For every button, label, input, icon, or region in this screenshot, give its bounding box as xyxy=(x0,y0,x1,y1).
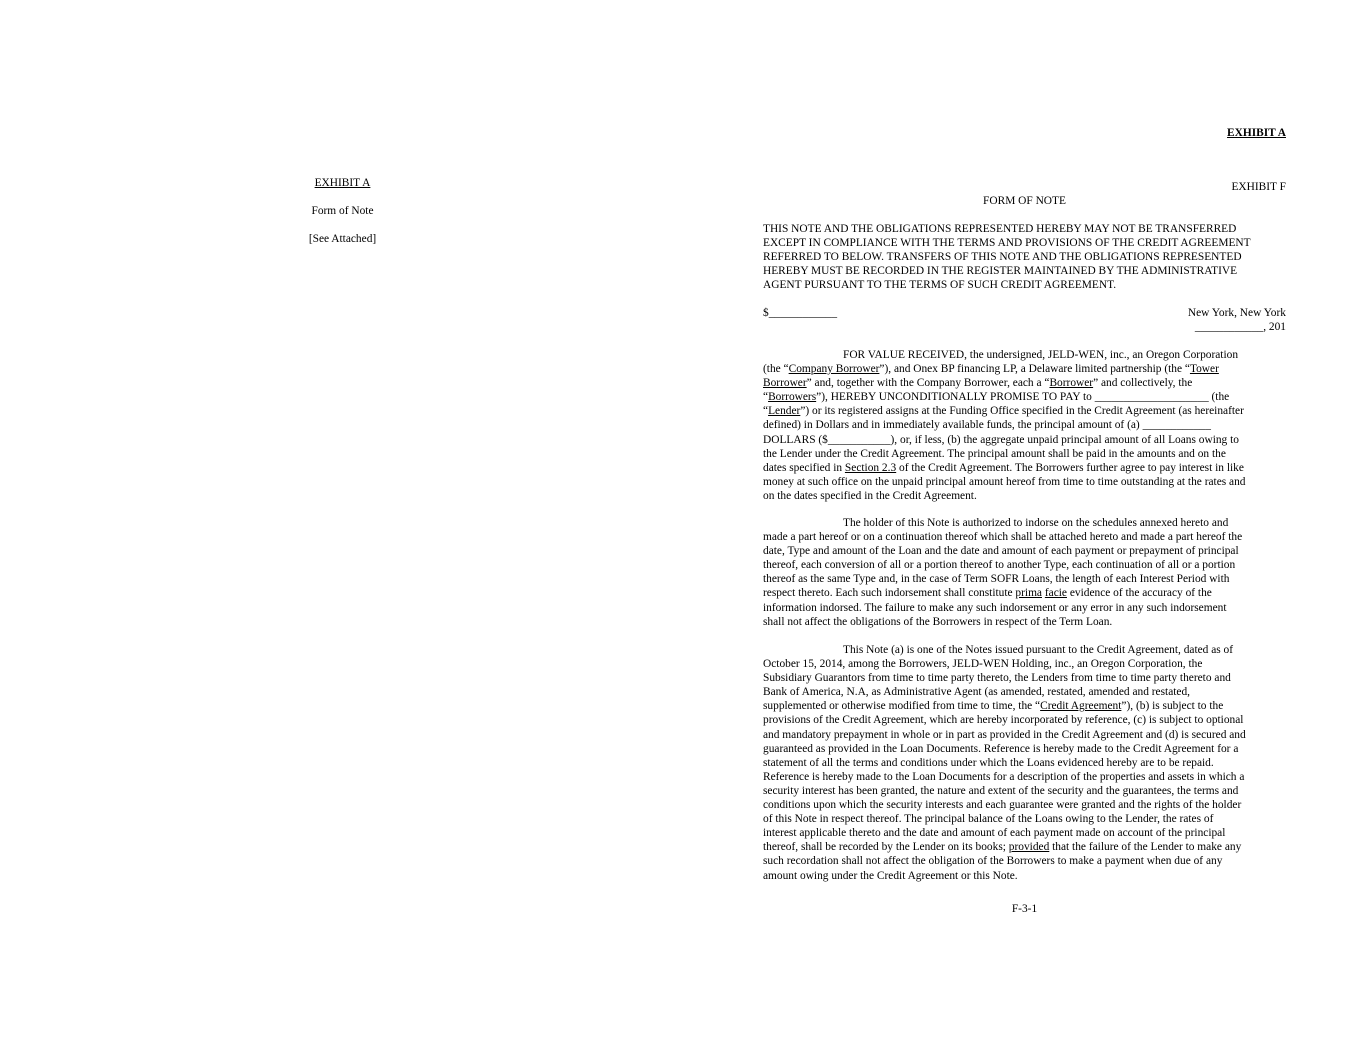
legend-line: AGENT PURSUANT TO THE TERMS OF SUCH CREDIT AGREEMENT. xyxy=(763,279,1117,292)
text-line: thereof, each conversion of all or a portion thereof to another Type, each continuation of all or a portion xyxy=(763,559,1236,572)
legend-block xyxy=(763,222,1286,292)
text-line: the Lender under the Credit Agreement. The principal amount shall be paid in the amounts and on the xyxy=(763,447,1226,460)
text-line: such recordation shall not affect the obligation of the Borrowers to make a payment when due of any xyxy=(763,855,1223,868)
text-line: “Borrowers”), HEREBY UNCONDITIONALLY PROMISE TO PAY to ____________________ (the xyxy=(763,391,1230,404)
defined-term: Credit Agreement xyxy=(1040,700,1122,713)
text-line: (the “Company Borrower”), and Onex BP financing LP, a Delaware limited partnership (the “Tower xyxy=(763,363,1219,376)
date-blank: ____________, 201 xyxy=(1194,321,1286,333)
latin-term: facie xyxy=(1044,587,1067,600)
text-line: made a part hereof or on a continuation thereof which shall be attached hereto and made a part hereof the xyxy=(763,531,1243,544)
page-number: F-3-1 xyxy=(1011,903,1038,915)
text-line: amount owing under the Credit Agreement or this Note. xyxy=(763,869,1018,882)
left-see-attached: [See Attached] xyxy=(308,233,377,245)
legend-line: REFERRED TO BELOW. TRANSFERS OF THIS NOTE AND THE OBLIGATIONS REPRESENTED xyxy=(763,251,1242,264)
left-form-subtitle: Form of Note xyxy=(311,205,374,217)
text-line: thereof, shall be recorded by the Lender on its books; provided that the failure of the Lender to make any xyxy=(763,841,1242,854)
text-line: Subsidiary Guarantors from time to time party thereto, the Lenders from time to time party thereto and xyxy=(763,672,1231,685)
text-line: and mandatory prepayment in whole or in part as provided in the Credit Agreement and (d) is secured and xyxy=(763,728,1246,741)
text-line: information indorsed. The failure to make any such indorsement or any error in any such indorsement xyxy=(763,601,1227,614)
text-line: October 15, 2014, among the Borrowers, JELD-WEN Holding, inc., an Oregon Corporation, the xyxy=(763,658,1203,671)
defined-term: Borrower xyxy=(763,377,807,390)
text-line: dates specified in Section 2.3 of the Credit Agreement. The Borrowers further agree to pay interest in like xyxy=(763,461,1244,474)
defined-term: Borrowers xyxy=(768,391,817,404)
left-exhibit-heading: EXHIBIT A xyxy=(314,177,371,189)
text-line: defined) in Dollars and in immediately available funds, the principal amount of (a) ____________ xyxy=(763,419,1211,432)
text-line: Reference is hereby made to the Loan Documents for a description of the properties and assets in which a xyxy=(763,770,1245,783)
text-line: on the dates specified in the Credit Agreement. xyxy=(763,489,977,502)
text-line: guaranteed as provided in the Loan Documents. Reference is hereby made to the Credit Agreement for a xyxy=(763,742,1239,755)
text-line: of this Note in respect thereof. The principal balance of the Loans owing to the Lender, the rates of xyxy=(763,813,1214,826)
text-line: FOR VALUE RECEIVED, the undersigned, JELD-WEN, inc., an Oregon Corporation xyxy=(843,349,1239,361)
left-page xyxy=(230,0,455,1055)
text-line: interest applicable thereto and the date and amount of each payment made on account of the principal xyxy=(763,827,1226,840)
text-line: Bank of America, N.A, as Administrative Agent (as amended, restated, amended and restated, xyxy=(763,686,1191,699)
legend-line: HEREBY MUST BE RECORDED IN THE REGISTER MAINTAINED BY THE ADMINISTRATIVE xyxy=(763,265,1238,278)
text-line: date, Type and amount of the Loan and the date and amount of each payment or prepayment of principal xyxy=(763,545,1239,558)
text-line: supplemented or otherwise modified from time to time, the “Credit Agreement”), (b) is subject to the xyxy=(763,700,1224,713)
text-line: DOLLARS ($___________), or, if less, (b) the aggregate unpaid principal amount of all Loans owing to xyxy=(763,433,1239,446)
form-title: FORM OF NOTE xyxy=(983,195,1066,207)
paragraph-indorsement xyxy=(763,516,1286,629)
paragraph-promise-to-pay xyxy=(763,348,1286,503)
text-line: statement of all the terms and conditions under which the Loans evidenced hereby are to be repaid. xyxy=(763,756,1214,769)
defined-term: Borrower xyxy=(1049,377,1094,390)
top-exhibit-heading: EXHIBIT A xyxy=(1227,127,1286,139)
exhibit-label: EXHIBIT F xyxy=(1231,181,1286,193)
text-line: money at such office on the unpaid principal amount hereof from time to time outstanding at the rates and xyxy=(763,475,1246,488)
place-of-signing: New York, New York xyxy=(1187,307,1286,319)
amount-blank: $____________ xyxy=(763,307,838,319)
text-line: thereof as the same Type and, in the case of Term SOFR Loans, the length of each Interest Period with xyxy=(763,573,1230,586)
text-line: respect thereto. Each such indorsement shall constitute prima facie evidence of the accuracy of the xyxy=(763,587,1212,600)
section-reference: Section 2.3 xyxy=(844,461,897,474)
text-line: conditions upon which the security interests and each guarantee were granted and the rights of the holder xyxy=(763,799,1242,812)
text-line: Borrower” and, together with the Company Borrower, each a “Borrower” and collectively, the xyxy=(763,377,1193,390)
text-line: shall not affect the obligations of the Borrowers in respect of the Term Loan. xyxy=(763,615,1113,628)
latin-term: prima xyxy=(1015,587,1042,600)
defined-term: Tower xyxy=(1189,363,1219,376)
legend-line: THIS NOTE AND THE OBLIGATIONS REPRESENTED HEREBY MAY NOT BE TRANSFERRED xyxy=(763,223,1237,235)
defined-term: Lender xyxy=(768,405,801,418)
right-page xyxy=(763,0,1286,1055)
legend-line: EXCEPT IN COMPLIANCE WITH THE TERMS AND PROVISIONS OF THE CREDIT AGREEMENT xyxy=(763,237,1251,250)
defined-term: Company Borrower xyxy=(788,363,880,376)
text-line: The holder of this Note is authorized to indorse on the schedules annexed hereto and xyxy=(843,517,1229,529)
paragraph-credit-agreement xyxy=(763,643,1286,883)
text-line: provisions of the Credit Agreement, which are hereby incorporated by reference, (c) is subject to optional xyxy=(763,714,1244,727)
text-line: security interest has been granted, the nature and extent of the security and the guarantees, the terms and xyxy=(763,784,1239,797)
proviso-term: provided xyxy=(1008,841,1050,854)
text-line: This Note (a) is one of the Notes issued pursuant to the Credit Agreement, dated as of xyxy=(843,644,1234,656)
text-line: “Lender”) or its registered assigns at the Funding Office specified in the Credit Agreement (as hereinafter xyxy=(763,405,1244,418)
